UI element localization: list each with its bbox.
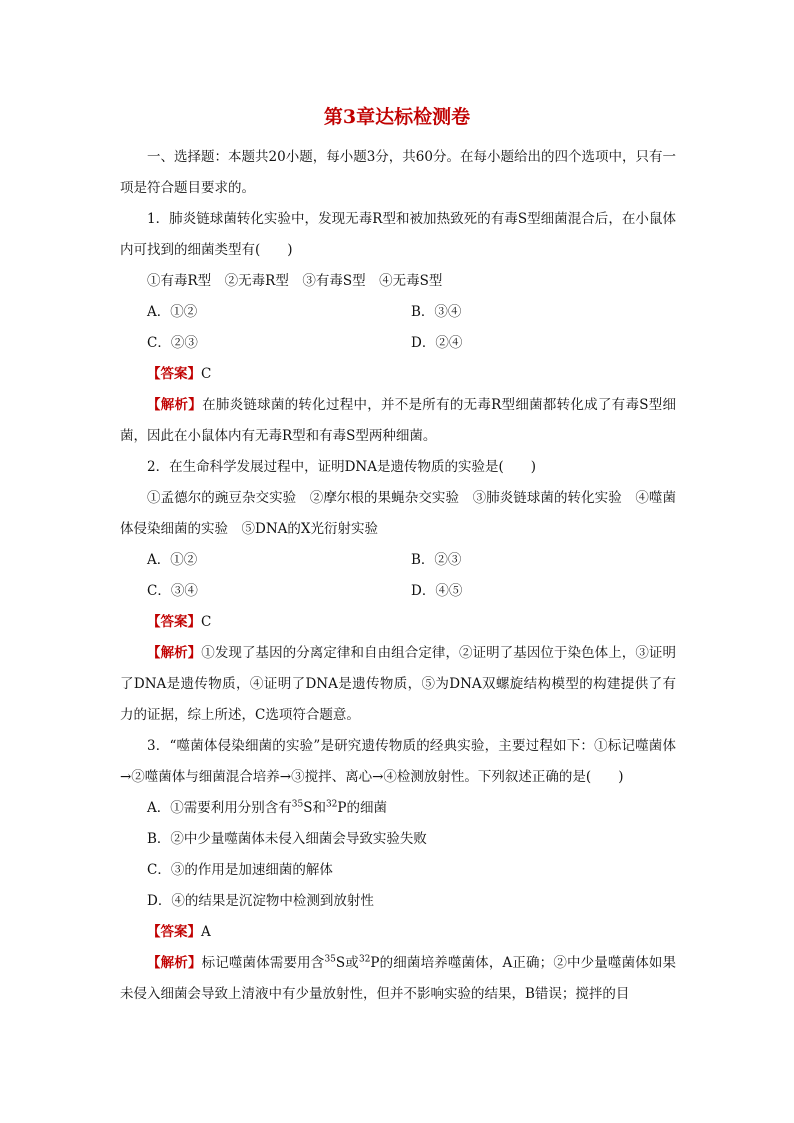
question-1-options-row-1 bbox=[120, 297, 676, 328]
answer-label: 【答案】 bbox=[147, 924, 201, 940]
answer-value: C bbox=[201, 614, 212, 630]
page-title: 第3章达标检测卷 bbox=[323, 106, 471, 128]
question-1-option-d: D．②④ bbox=[411, 335, 463, 351]
question-2-option-d: D．④⑤ bbox=[411, 583, 463, 599]
analysis-text: ①发现了基因的分离定律和自由组合定律，②证明了基因位于染色体上，③证明了DNA是遗传物质，④证明了DNA是遗传物质，⑤为DNA双螺旋结构模型的构建提供了有力的证据，综上所述，C选项符合题意。 bbox=[120, 645, 677, 723]
question-1-answer bbox=[120, 359, 676, 390]
question-1-option-a: A．①② bbox=[147, 304, 198, 320]
question-2-options-row-1 bbox=[120, 545, 676, 576]
question-2-stem: 2．在生命科学发展过程中，证明DNA是遗传物质的实验是( ) bbox=[147, 459, 537, 475]
question-2-option-a: A．①② bbox=[147, 552, 198, 568]
answer-value: A bbox=[201, 924, 211, 940]
question-3-stem: 3．“噬菌体侵染细菌的实验”是研究遗传物质的经典实验，主要过程如下：①标记噬菌体→②噬菌体与细菌混合培养→③搅拌、离心→④检测放射性。下列叙述正确的是( ) bbox=[120, 738, 676, 785]
analysis-label: 【解析】 bbox=[147, 397, 203, 413]
question-3-option-d: D．④的结果是沉淀物中检测到放射性 bbox=[147, 893, 374, 909]
question-1-stem: 1．肺炎链球菌转化实验中，发现无毒R型和被加热致死的有毒S型细菌混合后，在小鼠体内可找到的细菌类型有( ) bbox=[120, 211, 676, 258]
question-3-analysis: 【解析】标记噬菌体需要用含$^{35}$S或$^{32}$P的细菌培养噬菌体，A正确；②中少量噬菌体如果未侵入细菌会导致上清液中有少量放射性，但并不影响实验的结果，B错误；搅拌的目 bbox=[120, 954, 677, 1002]
question-3-option-c: C．③的作用是加速细菌的解体 bbox=[147, 862, 333, 878]
question-2-answer bbox=[120, 607, 676, 638]
question-1-option-c: C．②③ bbox=[147, 335, 198, 351]
question-2-option-c: C．③④ bbox=[147, 583, 198, 599]
analysis-text: 在肺炎链球菌的转化过程中，并不是所有的无毒R型细菌都转化成了有毒S型细菌，因此在小鼠体内有无毒R型和有毒S型两种细菌。 bbox=[120, 397, 676, 444]
exam-content bbox=[120, 142, 676, 1010]
question-2-items: ①孟德尔的豌豆杂交实验 ②摩尔根的果蝇杂交实验 ③肺炎链球菌的转化实验 ④噬菌体侵染细菌的实验 ⑤DNA的X光衍射实验 bbox=[120, 490, 676, 537]
question-2-option-b: B．②③ bbox=[411, 552, 462, 568]
question-3-answer bbox=[120, 917, 676, 948]
question-2-analysis bbox=[120, 638, 676, 731]
question-1-analysis bbox=[120, 390, 676, 452]
question-1-options-row-2 bbox=[120, 328, 676, 359]
section-instructions: 一、选择题：本题共20小题，每小题3分，共60分。在每小题给出的四个选项中，只有一项是符合题目要求的。 bbox=[120, 149, 676, 196]
question-1-option-b: B．③④ bbox=[411, 304, 462, 320]
question-3-option-b: B．②中少量噬菌体未侵入细菌会导致实验失败 bbox=[147, 831, 427, 847]
answer-value: C bbox=[201, 366, 212, 382]
answer-label: 【答案】 bbox=[147, 366, 201, 382]
question-2-options-row-2 bbox=[120, 576, 676, 607]
analysis-label: 【解析】 bbox=[147, 645, 202, 661]
answer-label: 【答案】 bbox=[147, 614, 201, 630]
question-3-option-a: A．①需要利用分别含有$^{35}$S和$^{32}$P的细菌 bbox=[147, 799, 387, 816]
question-1-items: ①有毒R型 ②无毒R型 ③有毒S型 ④无毒S型 bbox=[147, 273, 443, 289]
analysis-label: 【解析】 bbox=[147, 955, 202, 971]
